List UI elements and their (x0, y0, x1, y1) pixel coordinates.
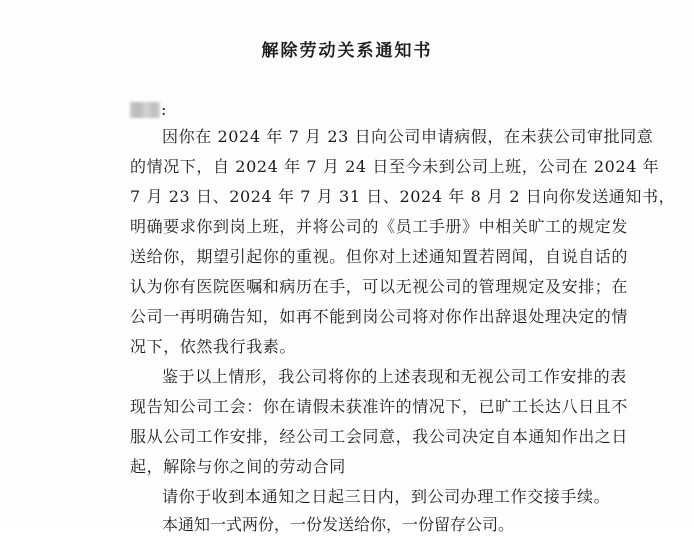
redacted-name (130, 102, 160, 118)
paragraph-line: 鉴于以上情形，我公司将你的上述表现和无视公司工作安排的表 (162, 367, 627, 386)
paragraph-line: 送给你，期望引起你的重视。但你对上述通知置若罔闻，自说自话的 (130, 247, 629, 266)
paragraph-line: 公司一再明确告知，如再不能到岗公司将对你作出辞退处理决定的情 (130, 307, 629, 326)
document-title: 解除劳动关系通知书 (261, 41, 433, 61)
paragraph-line: 现告知公司工会：你在请假未获准许的情况下，已旷工长达八日且不 (130, 397, 629, 416)
salutation-colon: : (161, 100, 167, 119)
cut-off-line: 本通知一式两份，一份发送给你，一份留存公司。 (162, 515, 515, 534)
paragraph-line: 因你在 2024 年 7 月 23 日向公司申请病假，在未获公司审批同意 (162, 127, 654, 146)
salutation (130, 100, 166, 119)
paragraph-line: 的情况下，自 2024 年 7 月 24 日至今未到公司上班，公司在 2024 年 (130, 157, 660, 176)
paragraph-line: 况下，依然我行我素。 (130, 337, 297, 356)
paragraph-line: 起，解除与你之间的劳动合同 (130, 457, 346, 476)
paragraph-3 (130, 482, 640, 512)
paragraph-line: 请你于收到本通知之日起三日内，到公司办理工作交接手续。 (162, 487, 611, 506)
paragraph-line: 7 月 23 日、2024 年 7 月 31 日、2024 年 8 月 2 日向你发送通知书， (130, 187, 676, 206)
paragraph-2 (130, 362, 640, 482)
paragraph-1 (130, 122, 676, 362)
paragraph-line: 认为你有医院医嘱和病历在手，可以无视公司的管理规定及安排；在 (130, 277, 629, 296)
paragraph-line: 明确要求你到岗上班，并将公司的《员工手册》中相关旷工的规定发 (130, 217, 629, 236)
paragraph-line: 服从公司工作安排，经公司工会同意，我公司决定自本通知作出之日 (130, 427, 629, 446)
